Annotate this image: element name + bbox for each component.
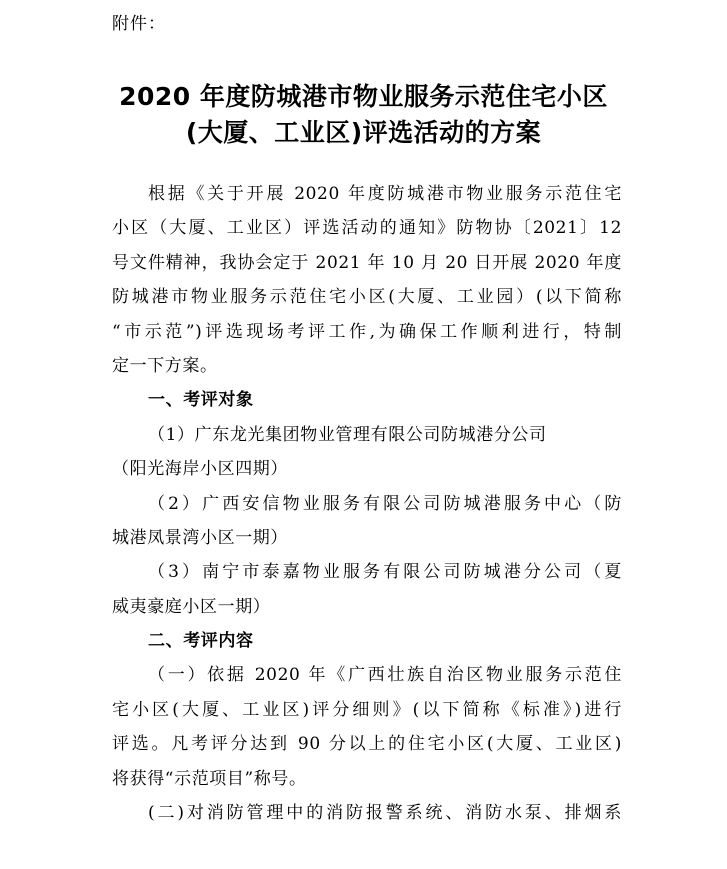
- document-title-line-2: (大厦、工业区)评选活动的方案: [185, 118, 542, 147]
- intro-line: 根据《关于开展 2020 年度防城港市物业服务示范住宅: [148, 184, 622, 204]
- section-1-heading: 一、考评对象: [148, 390, 254, 411]
- evaluation-target-item-2: （2）广西安信物业服务有限公司防城港服务中心（防: [148, 493, 622, 514]
- document-title-line-1: 2020 年度防城港市物业服务示范住宅小区: [119, 82, 608, 111]
- evaluation-target-item-1: （1）广东龙光集团物业管理有限公司防城港分公司: [148, 424, 547, 445]
- content-para-1-line: （一）依据 2020 年《广西壮族自治区物业服务示范住: [148, 665, 622, 686]
- intro-line: 防城港市物业服务示范住宅小区(大厦、工业园）(以下简称: [112, 287, 622, 308]
- evaluation-target-item-3: （3）南宁市泰嘉物业服务有限公司防城港分公司（夏: [148, 562, 622, 583]
- evaluation-target-item-3-cont: 威夷豪庭小区一期）: [112, 596, 271, 617]
- content-para-2-line: (二)对消防管理中的消防报警系统、消防水泵、排烟系: [148, 803, 622, 824]
- intro-line: 小区（大厦、工业区）评选活动的通知》防物协〔2021〕12: [112, 218, 622, 239]
- attachment-label: 附件：: [112, 14, 166, 34]
- document-body: [112, 177, 622, 830]
- section-2-heading: 二、考评内容: [148, 631, 254, 652]
- content-para-1-line: 评选。凡考评分达到 90 分以上的住宅小区(大厦、工业区): [112, 734, 622, 755]
- content-para-1-line: 宅小区(大厦、工业区)评分细则》(以下简称《标准》)进行: [112, 699, 622, 720]
- evaluation-target-item-2-cont: 城港凤景湾小区一期）: [112, 527, 288, 548]
- evaluation-target-item-1-cont: （阳光海岸小区四期）: [112, 459, 288, 480]
- intro-line: “市示范”)评选现场考评工作,为确保工作顺利进行，特制: [112, 321, 622, 342]
- intro-line: 号文件精神，我协会定于 2021 年 10 月 20 日开展 2020 年度: [112, 252, 622, 273]
- content-para-1-line: 将获得“示范项目”称号。: [112, 768, 307, 789]
- intro-line: 定一下方案。: [112, 355, 218, 376]
